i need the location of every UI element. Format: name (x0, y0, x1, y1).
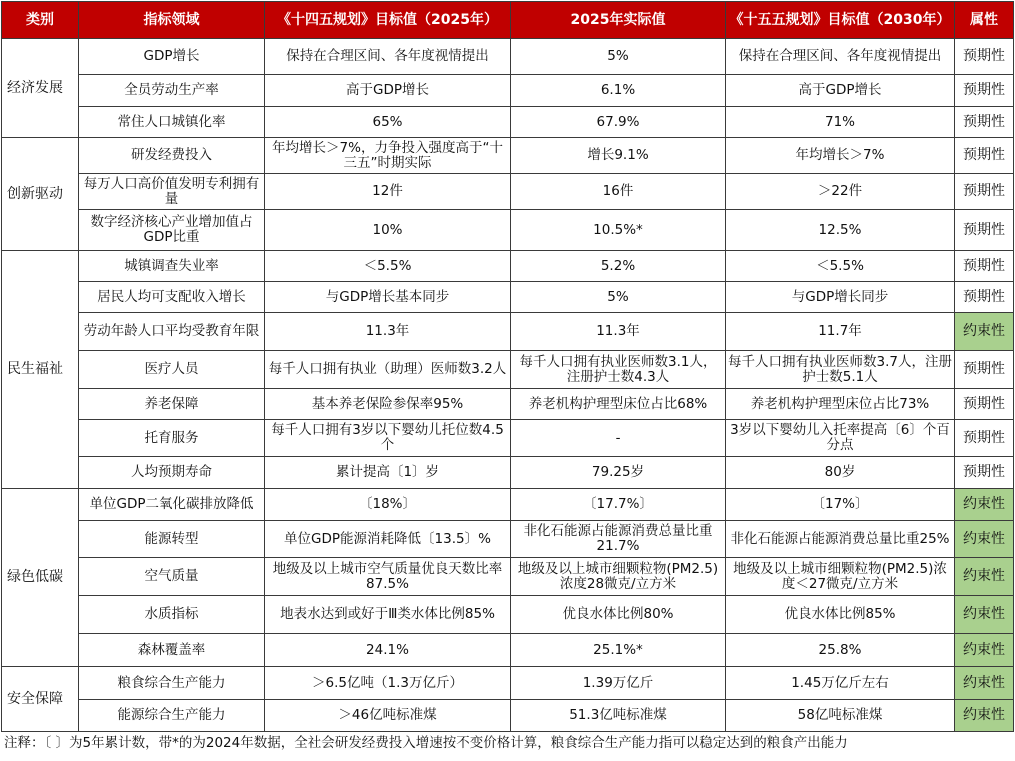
header-category: 类别 (2, 2, 79, 39)
actual-2025-cell: 增长9.1% (511, 138, 726, 174)
target-2025-cell: 每千人口拥有3岁以下婴幼儿托位数4.5个 (265, 420, 511, 457)
field-cell: 每万人口高价值发明专利拥有量 (79, 174, 265, 210)
attribute-cell: 约束性 (955, 634, 1014, 667)
target-2030-cell: 地级及以上城市细颗粒物(PM2.5)浓度＜27微克/立方米 (726, 558, 955, 596)
actual-2025-cell: 地级及以上城市细颗粒物(PM2.5)浓度28微克/立方米 (511, 558, 726, 596)
target-2025-cell: 24.1% (265, 634, 511, 667)
header-actual-2025: 2025年实际值 (511, 2, 726, 39)
category-cell: 创新驱动 (2, 138, 79, 251)
attribute-cell: 预期性 (955, 282, 1014, 313)
header-field: 指标领域 (79, 2, 265, 39)
field-cell: 劳动年龄人口平均受教育年限 (79, 313, 265, 351)
table-row (2, 457, 1014, 489)
table-row (2, 634, 1014, 667)
actual-2025-cell: 51.3亿吨标准煤 (511, 700, 726, 732)
table-row (2, 596, 1014, 634)
table-row (2, 282, 1014, 313)
table-note: 注释：〔 〕为5年累计数，带*的为2024年数据，全社会研发经费投入增速按不变价格计算，粮食综合生产能力指可以稳定达到的粮食产出能力 (4, 735, 848, 751)
attribute-cell: 约束性 (955, 489, 1014, 521)
table-row (2, 558, 1014, 596)
attribute-cell: 预期性 (955, 389, 1014, 420)
attribute-cell: 预期性 (955, 138, 1014, 174)
target-2030-cell: 高于GDP增长 (726, 75, 955, 107)
actual-2025-cell: 5% (511, 282, 726, 313)
category-cell: 安全保障 (2, 667, 79, 732)
table-row (2, 75, 1014, 107)
table-header-row (2, 2, 1014, 39)
table-row (2, 700, 1014, 732)
attribute-cell: 预期性 (955, 107, 1014, 138)
header-target-2030: 《十五五规划》目标值（2030年） (726, 2, 955, 39)
header-attribute: 属性 (955, 2, 1014, 39)
attribute-cell: 预期性 (955, 351, 1014, 389)
table-row (2, 107, 1014, 138)
target-2030-cell: 〔17%〕 (726, 489, 955, 521)
actual-2025-cell: 16件 (511, 174, 726, 210)
actual-2025-cell: 11.3年 (511, 313, 726, 351)
attribute-cell: 约束性 (955, 558, 1014, 596)
category-cell: 绿色低碳 (2, 489, 79, 667)
target-2025-cell: 〔18%〕 (265, 489, 511, 521)
attribute-cell: 预期性 (955, 457, 1014, 489)
target-2025-cell: 65% (265, 107, 511, 138)
field-cell: 数字经济核心产业增加值占GDP比重 (79, 210, 265, 251)
target-2030-cell: 12.5% (726, 210, 955, 251)
target-2025-cell: ＞46亿吨标准煤 (265, 700, 511, 732)
actual-2025-cell: 〔17.7%〕 (511, 489, 726, 521)
target-2025-cell: 地级及以上城市空气质量优良天数比率87.5% (265, 558, 511, 596)
header-target-2025: 《十四五规划》目标值（2025年） (265, 2, 511, 39)
attribute-cell: 约束性 (955, 667, 1014, 700)
target-2030-cell: 25.8% (726, 634, 955, 667)
target-2030-cell: 58亿吨标准煤 (726, 700, 955, 732)
table-row (2, 174, 1014, 210)
actual-2025-cell: 养老机构护理型床位占比68% (511, 389, 726, 420)
target-2025-cell: 11.3年 (265, 313, 511, 351)
target-2030-cell: 年均增长＞7% (726, 138, 955, 174)
attribute-cell: 约束性 (955, 700, 1014, 732)
target-2025-cell: 年均增长＞7%，力争投入强度高于“十三五”时期实际 (265, 138, 511, 174)
target-2025-cell: 保持在合理区间、各年度视情提出 (265, 39, 511, 75)
target-2025-cell: 高于GDP增长 (265, 75, 511, 107)
attribute-cell: 预期性 (955, 420, 1014, 457)
actual-2025-cell: 1.39万亿斤 (511, 667, 726, 700)
target-2030-cell: 优良水体比例85% (726, 596, 955, 634)
target-2030-cell: 与GDP增长同步 (726, 282, 955, 313)
target-2030-cell: 11.7年 (726, 313, 955, 351)
table-row (2, 489, 1014, 521)
target-2030-cell: 养老机构护理型床位占比73% (726, 389, 955, 420)
target-2030-cell: 3岁以下婴幼儿入托率提高〔6〕个百分点 (726, 420, 955, 457)
target-2025-cell: 10% (265, 210, 511, 251)
table-body (2, 39, 1014, 732)
target-2030-cell: ＞22件 (726, 174, 955, 210)
attribute-cell: 约束性 (955, 596, 1014, 634)
actual-2025-cell: 5% (511, 39, 726, 75)
field-cell: 能源综合生产能力 (79, 700, 265, 732)
attribute-cell: 约束性 (955, 521, 1014, 558)
target-2025-cell: 基本养老保险参保率95% (265, 389, 511, 420)
table-row (2, 39, 1014, 75)
field-cell: 能源转型 (79, 521, 265, 558)
target-2030-cell: 每千人口拥有执业医师数3.7人，注册护士数5.1人 (726, 351, 955, 389)
actual-2025-cell: - (511, 420, 726, 457)
actual-2025-cell: 优良水体比例80% (511, 596, 726, 634)
table-row (2, 210, 1014, 251)
category-cell: 民生福祉 (2, 251, 79, 489)
target-2025-cell: 累计提高〔1〕岁 (265, 457, 511, 489)
actual-2025-cell: 6.1% (511, 75, 726, 107)
target-2030-cell: 1.45万亿斤左右 (726, 667, 955, 700)
table-row (2, 313, 1014, 351)
target-2025-cell: ＜5.5% (265, 251, 511, 282)
target-2025-cell: 单位GDP能源消耗降低〔13.5〕% (265, 521, 511, 558)
table-row (2, 251, 1014, 282)
target-2030-cell: 71% (726, 107, 955, 138)
field-cell: GDP增长 (79, 39, 265, 75)
target-2030-cell: 非化石能源占能源消费总量比重25% (726, 521, 955, 558)
field-cell: 研发经费投入 (79, 138, 265, 174)
target-2025-cell: 每千人口拥有执业（助理）医师数3.2人 (265, 351, 511, 389)
field-cell: 森林覆盖率 (79, 634, 265, 667)
attribute-cell: 预期性 (955, 210, 1014, 251)
table-row (2, 521, 1014, 558)
field-cell: 空气质量 (79, 558, 265, 596)
field-cell: 人均预期寿命 (79, 457, 265, 489)
actual-2025-cell: 25.1%* (511, 634, 726, 667)
field-cell: 城镇调查失业率 (79, 251, 265, 282)
table-row (2, 667, 1014, 700)
actual-2025-cell: 每千人口拥有执业医师数3.1人，注册护士数4.3人 (511, 351, 726, 389)
target-2030-cell: 80岁 (726, 457, 955, 489)
actual-2025-cell: 10.5%* (511, 210, 726, 251)
field-cell: 养老保障 (79, 389, 265, 420)
attribute-cell: 预期性 (955, 39, 1014, 75)
field-cell: 医疗人员 (79, 351, 265, 389)
field-cell: 常住人口城镇化率 (79, 107, 265, 138)
table-row (2, 420, 1014, 457)
target-2030-cell: ＜5.5% (726, 251, 955, 282)
attribute-cell: 预期性 (955, 75, 1014, 107)
field-cell: 单位GDP二氧化碳排放降低 (79, 489, 265, 521)
actual-2025-cell: 79.25岁 (511, 457, 726, 489)
field-cell: 水质指标 (79, 596, 265, 634)
actual-2025-cell: 非化石能源占能源消费总量比重21.7% (511, 521, 726, 558)
attribute-cell: 约束性 (955, 313, 1014, 351)
table-row (2, 389, 1014, 420)
actual-2025-cell: 67.9% (511, 107, 726, 138)
actual-2025-cell: 5.2% (511, 251, 726, 282)
category-cell: 经济发展 (2, 39, 79, 138)
target-2025-cell: 12件 (265, 174, 511, 210)
target-2025-cell: 与GDP增长基本同步 (265, 282, 511, 313)
target-2025-cell: ＞6.5亿吨（1.3万亿斤） (265, 667, 511, 700)
field-cell: 托育服务 (79, 420, 265, 457)
attribute-cell: 预期性 (955, 174, 1014, 210)
target-2030-cell: 保持在合理区间、各年度视情提出 (726, 39, 955, 75)
target-2025-cell: 地表水达到或好于Ⅲ类水体比例85% (265, 596, 511, 634)
field-cell: 居民人均可支配收入增长 (79, 282, 265, 313)
table-row (2, 138, 1014, 174)
indicator-table (1, 1, 1014, 732)
field-cell: 粮食综合生产能力 (79, 667, 265, 700)
attribute-cell: 预期性 (955, 251, 1014, 282)
table-row (2, 351, 1014, 389)
field-cell: 全员劳动生产率 (79, 75, 265, 107)
